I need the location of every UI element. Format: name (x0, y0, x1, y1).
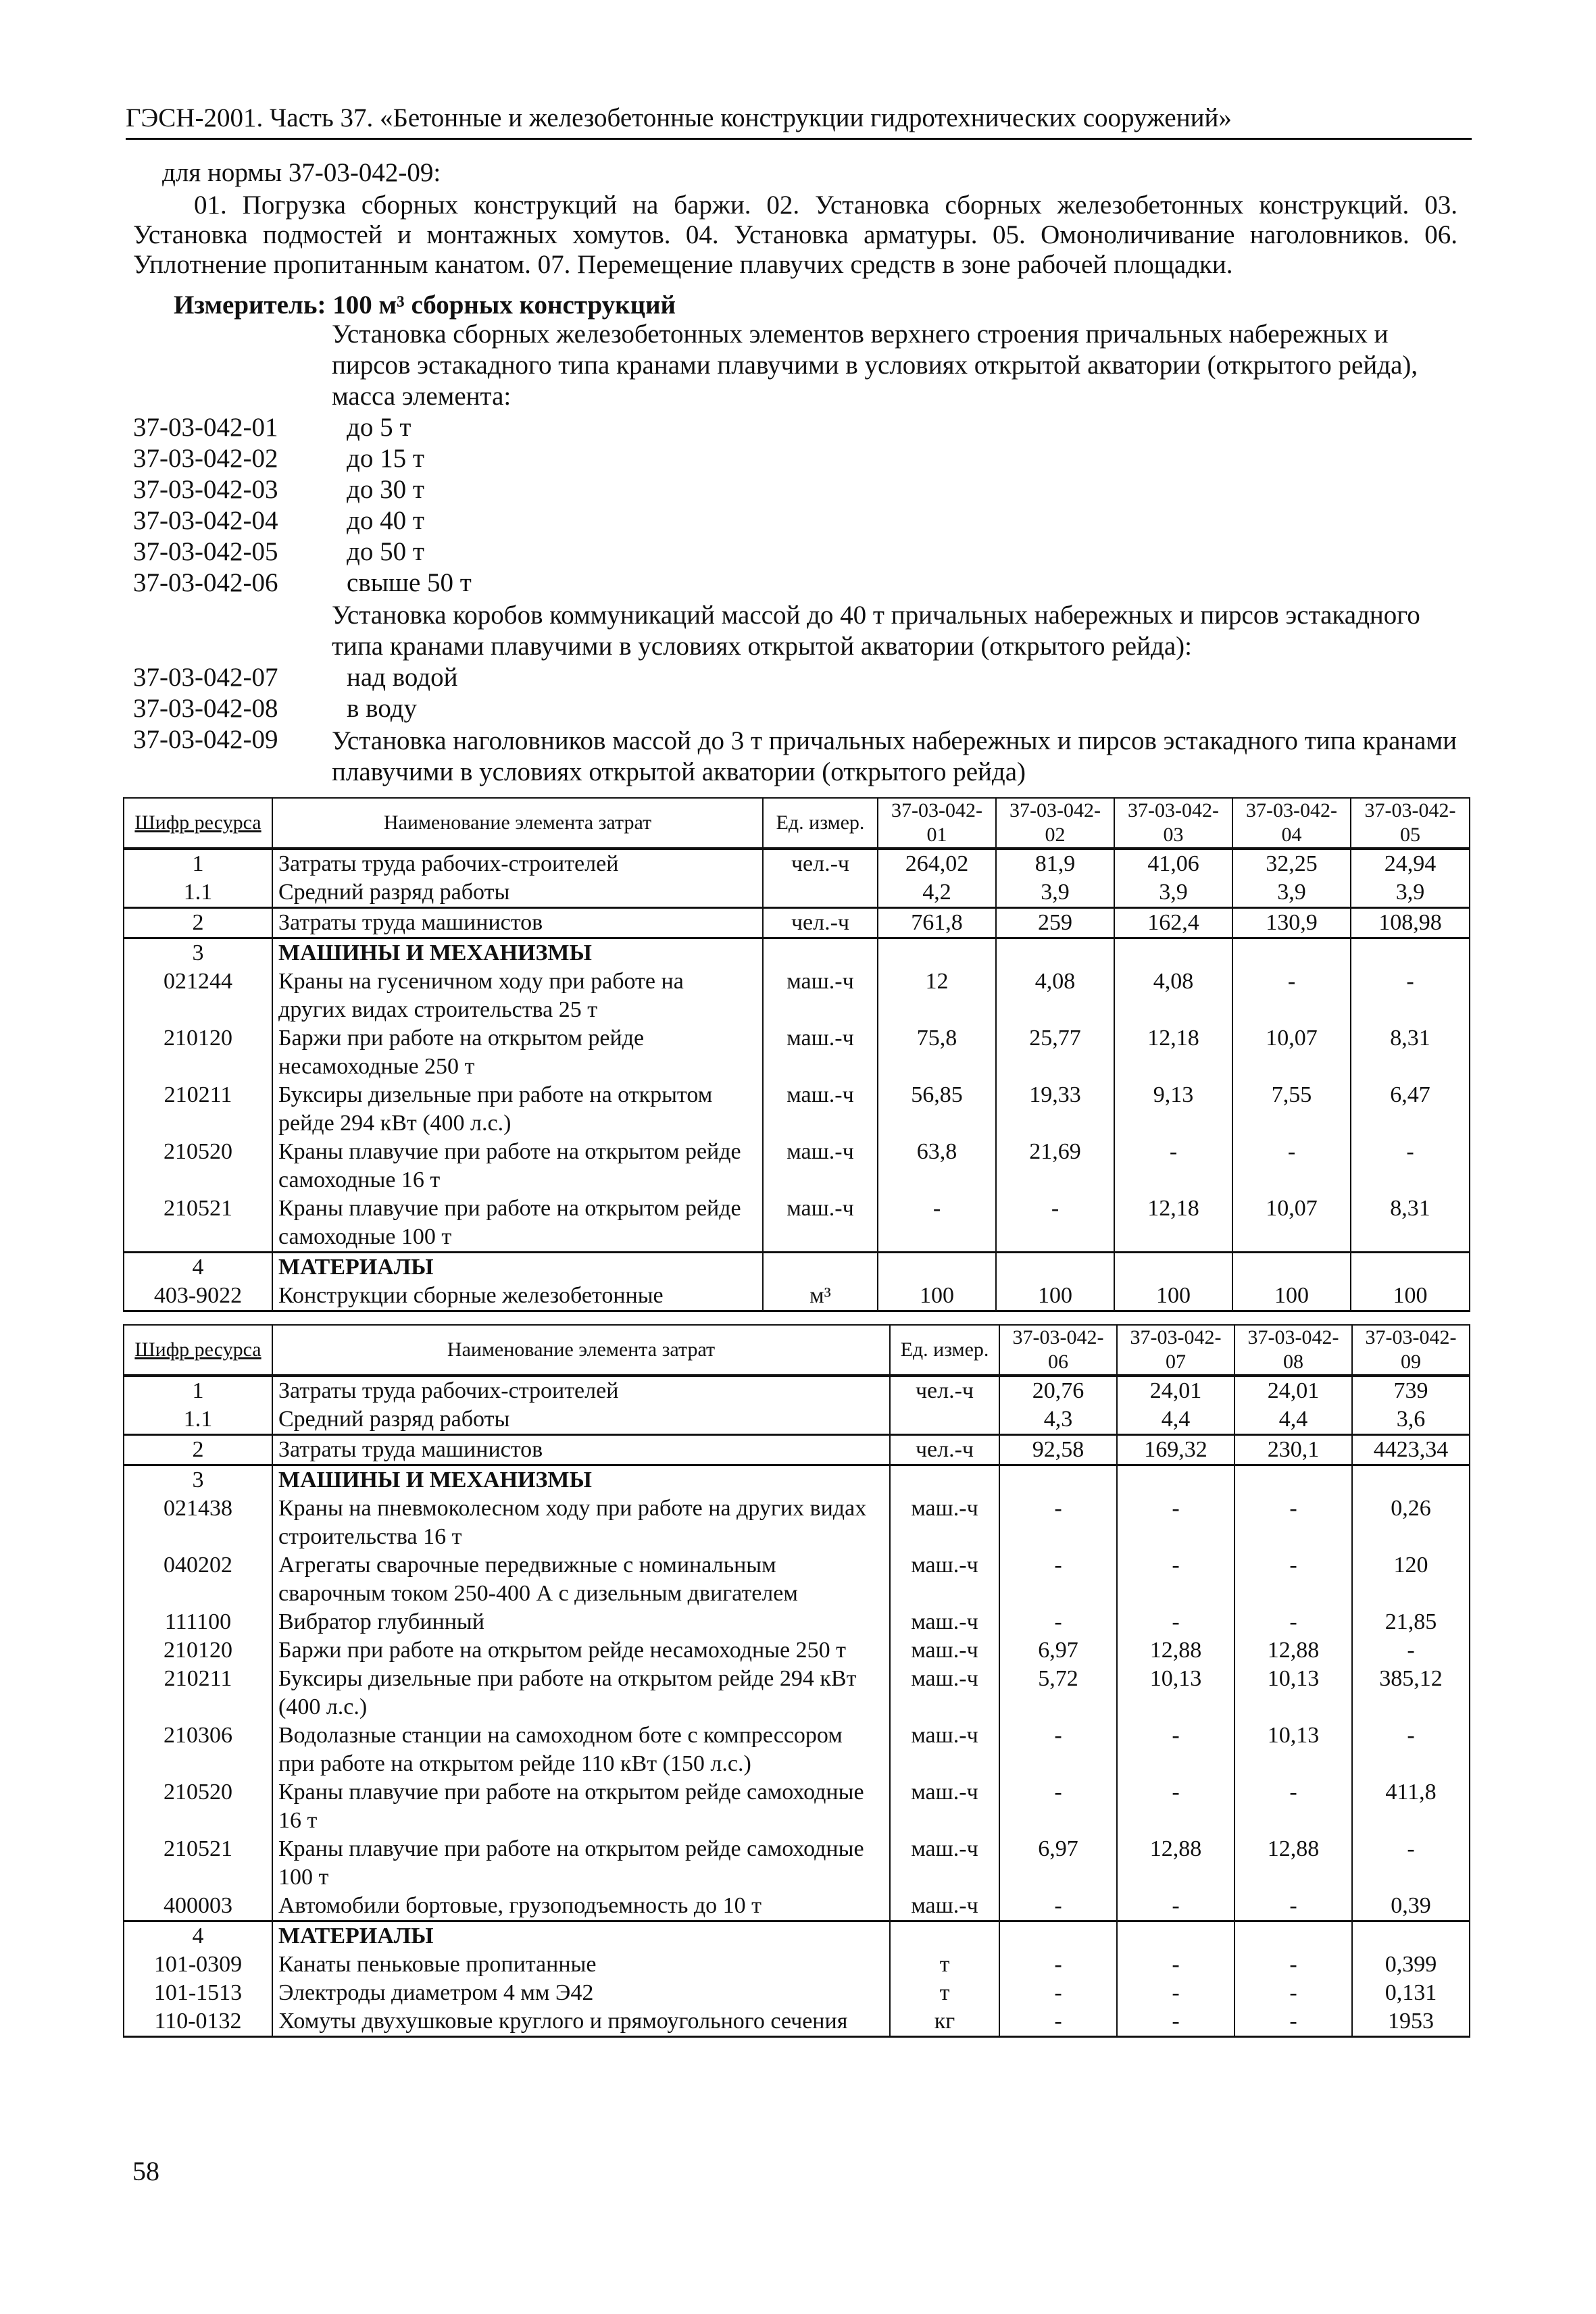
norm-description: до 5 т (347, 413, 412, 442)
norm-value: 4,2 (878, 878, 996, 908)
norm-value: 108,98 (1351, 908, 1470, 938)
norm-value: 24,01 (1117, 1376, 1235, 1405)
unit: маш.-ч (890, 1835, 999, 1892)
resource-code: 403-9022 (124, 1282, 272, 1311)
norm-value (1235, 1921, 1352, 1951)
table-row (124, 1892, 1470, 1921)
table-section-row (124, 1465, 1470, 1495)
norm-value: 100 (1114, 1282, 1232, 1311)
norm-value: 10,13 (1235, 1721, 1352, 1778)
table-row (124, 878, 1470, 908)
table-row (124, 1951, 1470, 1979)
section-title: МАТЕРИАЛЫ (272, 1921, 890, 1951)
norm-description: до 50 т (347, 537, 424, 566)
norm-value: 4,08 (1114, 967, 1232, 1024)
norm-value: 24,01 (1235, 1376, 1352, 1405)
resource-code: 400003 (124, 1892, 272, 1921)
norm-value: 81,9 (996, 849, 1114, 878)
unit: чел.-ч (763, 908, 878, 938)
norm-value (999, 1921, 1117, 1951)
header-norm-column: 37-03-042-09 (1352, 1325, 1470, 1376)
resource-code: 210520 (124, 1138, 272, 1194)
resource-code: 1.1 (124, 878, 272, 908)
resource-table-2 (123, 1324, 1470, 2038)
norm-value: 6,97 (999, 1835, 1117, 1892)
header-norm-column: 37-03-042-07 (1117, 1325, 1235, 1376)
norm-value: 100 (996, 1282, 1114, 1311)
table-row (124, 1376, 1470, 1405)
norm-value: - (1235, 1608, 1352, 1636)
section-title: МАШИНЫ И МЕХАНИЗМЫ (272, 1465, 890, 1495)
norm-value: 3,9 (1232, 878, 1351, 908)
norm-value (1117, 1465, 1235, 1495)
header-norm-column: 37-03-042-03 (1114, 798, 1232, 849)
norm-value: - (1117, 1778, 1235, 1835)
norm-value: - (1232, 967, 1351, 1024)
norm-value (1114, 938, 1232, 968)
norm-value: - (1235, 1494, 1352, 1551)
resource-code: 021244 (124, 967, 272, 1024)
resource-code: 210521 (124, 1835, 272, 1892)
table-row (124, 967, 1470, 1024)
norm-value: - (1235, 1892, 1352, 1921)
norm-value: - (999, 1551, 1117, 1608)
resource-code: 021438 (124, 1494, 272, 1551)
cost-element-name: Водолазные станции на самоходном боте с компрессором при работе на открытом рейде 110 кВт (150 л.с.) (272, 1721, 890, 1778)
norm-value: 20,76 (999, 1376, 1117, 1405)
norm-value: 3,9 (1351, 878, 1470, 908)
norm-code: 37-03-042-03 (133, 475, 278, 504)
resource-code: 2 (124, 908, 272, 938)
norm-value (878, 938, 996, 968)
cost-element-name: Канаты пеньковые пропитанные (272, 1951, 890, 1979)
norm-value: 169,32 (1117, 1435, 1235, 1465)
table-section-row (124, 938, 1470, 968)
norm-value: 100 (1232, 1282, 1351, 1311)
norm-value: - (878, 1194, 996, 1253)
norm-value: - (999, 1951, 1117, 1979)
norm-entry (133, 662, 1471, 693)
norm-value: 3,9 (1114, 878, 1232, 908)
norm-value: 4423,34 (1352, 1435, 1470, 1465)
norm-title: для нормы 37-03-042-09: (162, 158, 441, 187)
header-unit: Ед. измер. (890, 1325, 999, 1376)
table-row (124, 1081, 1470, 1138)
norm-value: - (1117, 1951, 1235, 1979)
unit: м³ (763, 1282, 878, 1311)
unit: чел.-ч (763, 849, 878, 878)
norm-value: 12,88 (1117, 1835, 1235, 1892)
table-row (124, 1435, 1470, 1465)
norm-value: - (1235, 1979, 1352, 2007)
norm-value (1117, 1921, 1235, 1951)
norm-value: 63,8 (878, 1138, 996, 1194)
norm-value (1232, 938, 1351, 968)
table-row (124, 1405, 1470, 1435)
header-name: Наименование элемента затрат (272, 1325, 890, 1376)
cost-element-name: Буксиры дизельные при работе на открытом рейде 294 кВт (400 л.с.) (272, 1665, 890, 1721)
unit (763, 878, 878, 908)
norm-value: - (1235, 1951, 1352, 1979)
norm-description: над водой (347, 663, 458, 692)
unit (763, 938, 878, 968)
header-code (124, 798, 272, 849)
norm-description: до 15 т (347, 444, 424, 473)
norm-value: 6,47 (1351, 1081, 1470, 1138)
norm-value: 10,13 (1117, 1665, 1235, 1721)
norm-value: 56,85 (878, 1081, 996, 1138)
norm-description: свыше 50 т (347, 568, 472, 597)
table-row (124, 1194, 1470, 1253)
norm-value: 100 (1351, 1282, 1470, 1311)
norm-value: - (1232, 1138, 1351, 1194)
norm-value: 21,85 (1352, 1608, 1470, 1636)
norm-entry (133, 318, 1471, 412)
norm-value: 8,31 (1351, 1194, 1470, 1253)
table-section-row (124, 1921, 1470, 1951)
norm-value (1352, 1921, 1470, 1951)
norm-value: 9,13 (1114, 1081, 1232, 1138)
unit: маш.-ч (890, 1892, 999, 1921)
cost-element-name: Вибратор глубинный (272, 1608, 890, 1636)
unit: т (890, 1979, 999, 2007)
norm-value: 19,33 (996, 1081, 1114, 1138)
table-row (124, 1636, 1470, 1665)
header-unit: Ед. измер. (763, 798, 878, 849)
norm-value (996, 938, 1114, 968)
header-norm-column: 37-03-042-08 (1235, 1325, 1352, 1376)
unit (763, 1253, 878, 1282)
norm-value: 0,39 (1352, 1892, 1470, 1921)
unit: маш.-ч (890, 1665, 999, 1721)
unit: маш.-ч (890, 1721, 999, 1778)
norm-value: 259 (996, 908, 1114, 938)
cost-element-name: Краны плавучие при работе на открытом рейде самоходные 100 т (272, 1194, 763, 1253)
resource-code: 3 (124, 938, 272, 968)
norm-value: 761,8 (878, 908, 996, 938)
unit: т (890, 1951, 999, 1979)
norm-description: Установка наголовников массой до 3 т причальных набережных и пирсов эстакадного типа кранами плавучими в условиях открытой акватории (открытого рейда) (332, 726, 1457, 786)
norm-value: 12,18 (1114, 1024, 1232, 1081)
norm-value: 4,4 (1117, 1405, 1235, 1435)
norm-value: - (1351, 967, 1470, 1024)
cost-element-name: Электроды диаметром 4 мм Э42 (272, 1979, 890, 2007)
norm-value: 6,97 (999, 1636, 1117, 1665)
norm-code (133, 318, 332, 412)
norm-value: 3,6 (1352, 1405, 1470, 1435)
norm-value: - (999, 1892, 1117, 1921)
resource-code: 2 (124, 1435, 272, 1465)
cost-element-name: Краны на гусеничном ходу при работе на других видах строительства 25 т (272, 967, 763, 1024)
resource-code: 1 (124, 1376, 272, 1405)
table-row (124, 1778, 1470, 1835)
norm-value: 10,13 (1235, 1665, 1352, 1721)
norm-value: - (1235, 1551, 1352, 1608)
resource-code: 4 (124, 1253, 272, 1282)
norm-value (996, 1253, 1114, 1282)
resource-code: 101-0309 (124, 1951, 272, 1979)
cost-element-name: Затраты труда рабочих-строителей (272, 849, 763, 878)
unit: маш.-ч (763, 1024, 878, 1081)
norm-value: - (1117, 1892, 1235, 1921)
norm-code (133, 599, 332, 662)
norm-value: - (999, 1979, 1117, 2007)
unit: маш.-ч (763, 967, 878, 1024)
cost-element-name: Агрегаты сварочные передвижные с номинальным сварочным током 250-400 А с дизельным двигателем (272, 1551, 890, 1608)
cost-element-name: Хомуты двухушковые круглого и прямоугольного сечения (272, 2007, 890, 2037)
norm-value: 25,77 (996, 1024, 1114, 1081)
norm-code: 37-03-042-04 (133, 506, 278, 535)
norm-value (1351, 1253, 1470, 1282)
cost-element-name: Буксиры дизельные при работе на открытом рейде 294 кВт (400 л.с.) (272, 1081, 763, 1138)
norm-code: 37-03-042-05 (133, 537, 278, 566)
norm-value: 75,8 (878, 1024, 996, 1081)
cost-element-name: Краны плавучие при работе на открытом рейде самоходные 16 т (272, 1778, 890, 1835)
operations-text: 01. Погрузка сборных конструкций на баржи. 02. Установка сборных железобетонных конструкций. 03. Установка подмостей и монтажных хомутов. 04. Установка арматуры. 05. Омоноличивание наголовников. 06. Уплотнение пропитанным канатом. 07. Перемещение плавучих средств в зоне рабочей площадки. (133, 191, 1457, 279)
norm-description: Установка сборных железобетонных элементов верхнего строения причальных набережных и пирсов эстакадного типа кранами плавучими в условиях открытой акватории (открытого рейда), масса элемента: (332, 320, 1418, 411)
cost-element-name: Средний разряд работы (272, 1405, 890, 1435)
unit (890, 1405, 999, 1435)
resource-code: 210520 (124, 1778, 272, 1835)
resource-code: 210211 (124, 1665, 272, 1721)
norm-entry (133, 505, 1471, 536)
norm-entry (133, 724, 1471, 788)
norm-value: 92,58 (999, 1435, 1117, 1465)
norm-description: до 40 т (347, 506, 424, 535)
norm-description: в воду (347, 694, 418, 723)
norm-value: 12,88 (1235, 1835, 1352, 1892)
norm-code: 37-03-042-07 (133, 663, 278, 692)
norm-value: 100 (878, 1282, 996, 1311)
resource-code: 4 (124, 1921, 272, 1951)
header-code (124, 1325, 272, 1376)
norm-value: 41,06 (1114, 849, 1232, 878)
header-norm-column: 37-03-042-02 (996, 798, 1114, 849)
norm-code: 37-03-042-09 (133, 725, 278, 754)
resource-code: 1 (124, 849, 272, 878)
header-norm-column: 37-03-042-05 (1351, 798, 1470, 849)
cost-element-name: Автомобили бортовые, грузоподъемность до 10 т (272, 1892, 890, 1921)
norm-value: 4,4 (1235, 1405, 1352, 1435)
norm-value: 130,9 (1232, 908, 1351, 938)
resource-code: 210120 (124, 1636, 272, 1665)
cost-element-name: Баржи при работе на открытом рейде несамоходные 250 т (272, 1636, 890, 1665)
norm-value: 12,18 (1114, 1194, 1232, 1253)
norm-value: - (1114, 1138, 1232, 1194)
norm-description: до 30 т (347, 475, 424, 504)
norm-value: 3,9 (996, 878, 1114, 908)
table-row (124, 1024, 1470, 1081)
norm-value: 4,3 (999, 1405, 1117, 1435)
resource-code: 210211 (124, 1081, 272, 1138)
section-title: МАТЕРИАЛЫ (272, 1253, 763, 1282)
resource-code: 1.1 (124, 1405, 272, 1435)
header-code-text: Шифр ресурса (134, 1338, 261, 1361)
cost-element-name: Краны плавучие при работе на открытом рейде самоходные 100 т (272, 1835, 890, 1892)
table-row (124, 1138, 1470, 1194)
norm-value: 7,55 (1232, 1081, 1351, 1138)
norm-value: 162,4 (1114, 908, 1232, 938)
cost-element-name: Конструкции сборные железобетонные (272, 1282, 763, 1311)
norm-value: 4,08 (996, 967, 1114, 1024)
norm-value: - (1351, 1138, 1470, 1194)
resource-table-1 (123, 797, 1470, 1312)
resource-code: 210306 (124, 1721, 272, 1778)
norm-entry (133, 568, 1471, 599)
norm-value: 24,94 (1351, 849, 1470, 878)
norm-value (999, 1465, 1117, 1495)
unit: кг (890, 2007, 999, 2037)
table-row (124, 1665, 1470, 1721)
norm-value: 739 (1352, 1376, 1470, 1405)
header-norm-column: 37-03-042-04 (1232, 798, 1351, 849)
table-row (124, 1721, 1470, 1778)
norm-value: 10,07 (1232, 1024, 1351, 1081)
norm-value: - (1235, 1778, 1352, 1835)
unit: маш.-ч (890, 1778, 999, 1835)
table-row (124, 2007, 1470, 2037)
norm-value: 385,12 (1352, 1665, 1470, 1721)
norm-value: - (1117, 1608, 1235, 1636)
resource-code: 111100 (124, 1608, 272, 1636)
norm-value: - (1117, 1551, 1235, 1608)
table-row (124, 1551, 1470, 1608)
norm-code: 37-03-042-02 (133, 444, 278, 473)
norm-value: - (996, 1194, 1114, 1253)
norm-value: - (1117, 1494, 1235, 1551)
norm-entry (133, 443, 1471, 474)
norm-code: 37-03-042-01 (133, 413, 278, 442)
norm-entries-list (133, 318, 1471, 788)
norm-entry (133, 599, 1471, 662)
table-row (124, 1494, 1470, 1551)
norm-value: 12 (878, 967, 996, 1024)
norm-value: - (999, 2007, 1117, 2037)
norm-entry (133, 412, 1471, 443)
norm-value (1352, 1465, 1470, 1495)
header-norm-column: 37-03-042-06 (999, 1325, 1117, 1376)
norm-value: 411,8 (1352, 1778, 1470, 1835)
table-row (124, 849, 1470, 878)
norm-value: - (999, 1721, 1117, 1778)
resource-code: 040202 (124, 1551, 272, 1608)
norm-description: Установка коробов коммуникаций массой до 40 т причальных набережных и пирсов эстакадного типа кранами плавучими в условиях открытой акватории (открытого рейда): (332, 601, 1420, 661)
norm-value: - (999, 1608, 1117, 1636)
norm-value: - (1352, 1636, 1470, 1665)
unit: маш.-ч (890, 1551, 999, 1608)
norm-value: 32,25 (1232, 849, 1351, 878)
unit: чел.-ч (890, 1376, 999, 1405)
resource-code: 110-0132 (124, 2007, 272, 2037)
resource-code: 3 (124, 1465, 272, 1495)
unit: маш.-ч (763, 1138, 878, 1194)
norm-value: 12,88 (1117, 1636, 1235, 1665)
norm-value: 8,31 (1351, 1024, 1470, 1081)
norm-entry (133, 693, 1471, 724)
norm-value: 1953 (1352, 2007, 1470, 2037)
unit: маш.-ч (890, 1494, 999, 1551)
page-number: 58 (132, 2156, 159, 2186)
table-row (124, 1835, 1470, 1892)
cost-element-name: Краны плавучие при работе на открытом рейде самоходные 16 т (272, 1138, 763, 1194)
header-rule (126, 138, 1472, 140)
norm-code: 37-03-042-08 (133, 694, 278, 723)
unit: маш.-ч (890, 1636, 999, 1665)
cost-element-name: Краны на пневмоколесном ходу при работе на других видах строительства 16 т (272, 1494, 890, 1551)
header-name: Наименование элемента затрат (272, 798, 763, 849)
norm-value: 0,131 (1352, 1979, 1470, 2007)
norm-value: - (999, 1778, 1117, 1835)
norm-entry (133, 474, 1471, 505)
unit: маш.-ч (763, 1194, 878, 1253)
cost-element-name: Затраты труда машинистов (272, 1435, 890, 1465)
norm-value (1351, 938, 1470, 968)
norm-value (878, 1253, 996, 1282)
table-row (124, 1979, 1470, 2007)
norm-value (1114, 1253, 1232, 1282)
resource-code: 210120 (124, 1024, 272, 1081)
section-title: МАШИНЫ И МЕХАНИЗМЫ (272, 938, 763, 968)
norm-value: 21,69 (996, 1138, 1114, 1194)
cost-element-name: Затраты труда рабочих-строителей (272, 1376, 890, 1405)
norm-value: 10,07 (1232, 1194, 1351, 1253)
unit (890, 1465, 999, 1495)
norm-value: 12,88 (1235, 1636, 1352, 1665)
norm-value: 5,72 (999, 1665, 1117, 1721)
table-row (124, 1608, 1470, 1636)
norm-value (1235, 1465, 1352, 1495)
norm-value: - (1352, 1721, 1470, 1778)
unit: чел.-ч (890, 1435, 999, 1465)
cost-element-name: Баржи при работе на открытом рейде несамоходные 250 т (272, 1024, 763, 1081)
measure-line: Измеритель: 100 м³ сборных конструкций (174, 291, 676, 320)
norm-value: 230,1 (1235, 1435, 1352, 1465)
norm-value (1232, 1253, 1351, 1282)
page-header: ГЭСН-2001. Часть 37. «Бетонные и железобетонные конструкции гидротехнических сооружений» (126, 103, 1232, 132)
resource-code: 101-1513 (124, 1979, 272, 2007)
unit: маш.-ч (890, 1608, 999, 1636)
norm-value: - (1235, 2007, 1352, 2037)
norm-value: 120 (1352, 1551, 1470, 1608)
norm-value: - (1117, 1721, 1235, 1778)
cost-element-name: Средний разряд работы (272, 878, 763, 908)
unit: маш.-ч (763, 1081, 878, 1138)
cost-element-name: Затраты труда машинистов (272, 908, 763, 938)
header-norm-column: 37-03-042-01 (878, 798, 996, 849)
table-row (124, 1282, 1470, 1311)
norm-value: 0,26 (1352, 1494, 1470, 1551)
norm-entry (133, 536, 1471, 568)
norm-value: - (1352, 1835, 1470, 1892)
norm-value: - (1117, 1979, 1235, 2007)
norm-value: 0,399 (1352, 1951, 1470, 1979)
norm-value: 264,02 (878, 849, 996, 878)
norm-value: - (999, 1494, 1117, 1551)
table-section-row (124, 1253, 1470, 1282)
norm-code: 37-03-042-06 (133, 568, 278, 597)
table-row (124, 908, 1470, 938)
resource-code: 210521 (124, 1194, 272, 1253)
unit (890, 1921, 999, 1951)
norm-value: - (1117, 2007, 1235, 2037)
header-code-text: Шифр ресурса (134, 811, 261, 834)
